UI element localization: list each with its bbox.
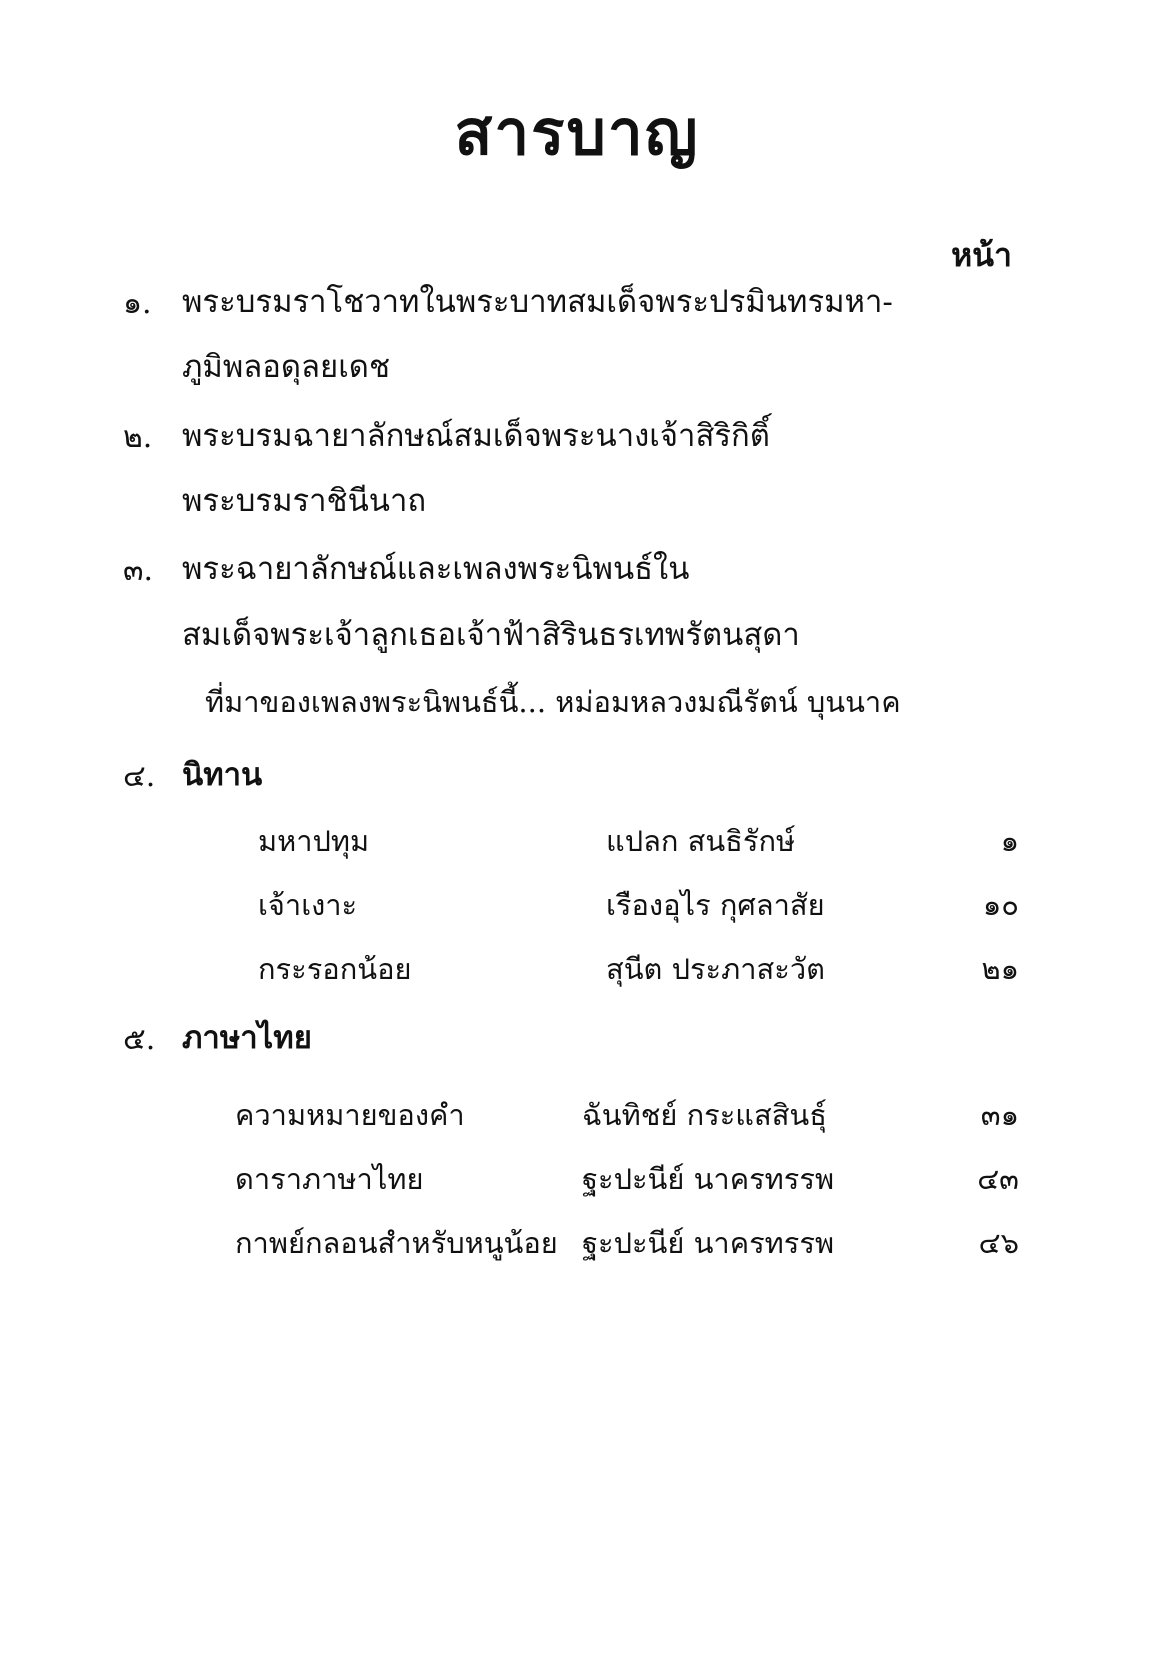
toc-item-title: กระรอกน้อย [258,952,412,986]
toc-item-page: ๔๓ [977,1162,1019,1196]
section-1-number: ๑. [123,286,152,321]
page-column-header: หน้า [951,236,1012,274]
toc-item-author: ฐะปะนีย์ นาครทรรพ [582,1162,835,1196]
section-3-line-1: พระฉายาลักษณ์และเพลงพระนิพนธ์ใน [182,551,690,587]
toc-item-author: ฉันทิชย์ กระแสสินธุ์ [582,1098,827,1132]
toc-item-title: ความหมายของคำ [235,1098,465,1132]
section-5-title: ภาษาไทย [182,1020,312,1056]
toc-item-title: มหาปทุม [258,824,370,858]
section-4-title: นิทาน [182,757,263,793]
section-2-number: ๒. [123,420,153,455]
toc-item-page: ๒๑ [981,952,1019,986]
toc-item-title: เจ้าเงาะ [258,888,358,922]
page-title: สารบาญ [454,96,700,169]
section-3-number: ๓. [123,553,154,588]
toc-item-author: เรืองอุไร กุศลาสัย [606,888,825,922]
section-4-number: ๔. [123,759,156,794]
toc-item-author: แปลก สนธิรักษ์ [606,824,796,858]
section-2-line-1: พระบรมฉายาลักษณ์สมเด็จพระนางเจ้าสิริกิติ์ [182,418,770,454]
toc-item-title: ดาราภาษาไทย [235,1162,424,1196]
toc-item-page: ๔๖ [978,1226,1019,1260]
section-1-line-1: พระบรมราโชวาทในพระบาทสมเด็จพระปรมินทรมหา- [182,284,893,320]
toc-item-page: ๑๐ [982,888,1019,922]
toc-item-page: ๑ [1000,824,1019,858]
section-3-line-2: สมเด็จพระเจ้าลูกเธอเจ้าฟ้าสิรินธรเทพรัตนสุดา [182,617,800,653]
section-3-note: ที่มาของเพลงพระนิพนธ์นี้... หม่อมหลวงมณีรัตน์ บุนนาค [205,685,901,719]
toc-item-page: ๓๑ [980,1098,1019,1132]
section-1-line-2: ภูมิพลอดุลยเดช [182,349,390,385]
section-2-line-2: พระบรมราชินีนาถ [182,483,427,519]
toc-item-author: สุนีต ประภาสะวัต [606,952,825,986]
toc-item-title: กาพย์กลอนสำหรับหนูน้อย [235,1226,558,1260]
toc-item-author: ฐะปะนีย์ นาครทรรพ [582,1226,835,1260]
section-5-number: ๕. [123,1022,156,1057]
